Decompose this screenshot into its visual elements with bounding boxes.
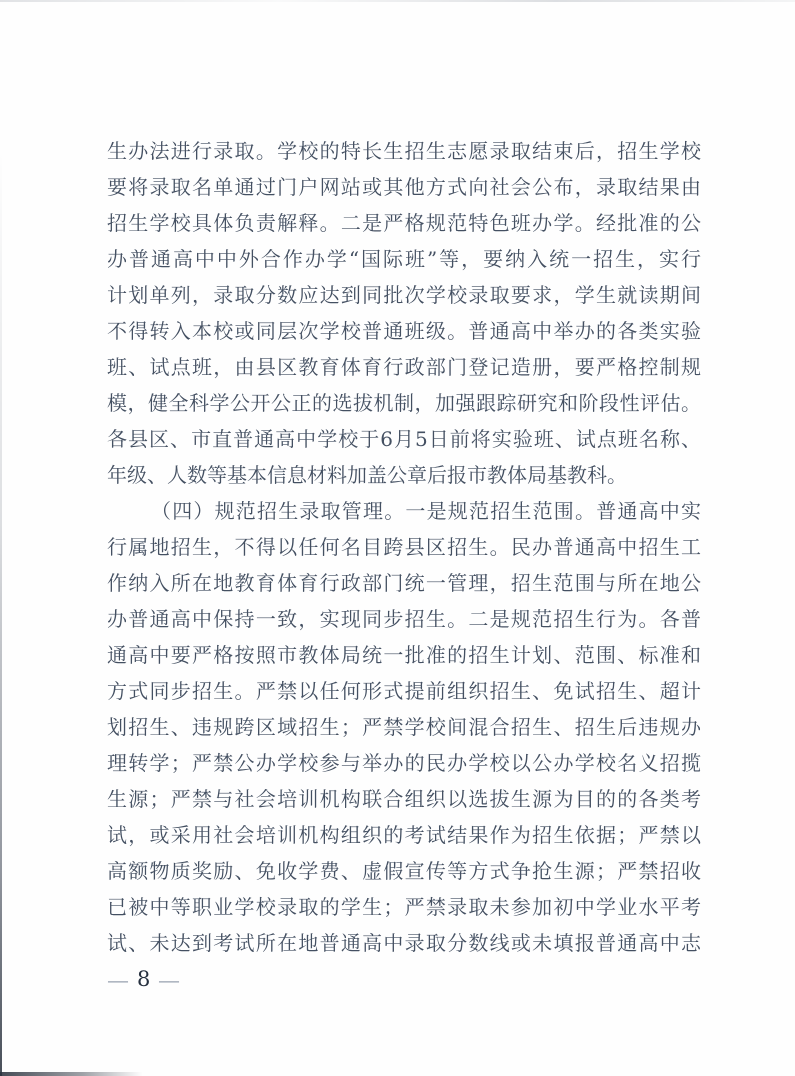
text-line: 模，健全科学公开公正的选拔机制，加强跟踪研究和阶段性评估。 — [107, 391, 701, 415]
text-line: 各县区、市直普通高中学校于6月5日前将实验班、试点班名称、 — [107, 427, 701, 451]
text-line: 划招生、违规跨区域招生；严禁学校间混合招生、招生后违规办 — [107, 715, 701, 739]
footer-dash-left: — — [107, 967, 129, 992]
footer-page-number: 8 — [137, 967, 151, 991]
text-line: 生办法进行录取。学校的特长生招生志愿录取结束后，招生学校 — [107, 139, 701, 163]
text-line: 通高中要严格按照市教体局统一批准的招生计划、范围、标准和 — [107, 643, 701, 667]
scan-artifact-bottom-edge — [0, 1072, 150, 1076]
page-footer — [108, 969, 179, 990]
scan-artifact-top-edge — [0, 0, 795, 2]
text-line: 试，或采用社会培训机构组织的考试结果作为招生依据；严禁以 — [107, 823, 701, 847]
text-line: 计划单列，录取分数应达到同批次学校录取要求，学生就读期间 — [107, 283, 701, 307]
document-body — [107, 133, 701, 961]
scan-artifact-left-edge — [0, 150, 2, 1076]
paragraph-section-4 — [107, 493, 701, 961]
text-line: 班、试点班，由县区教育体育行政部门登记造册，要严格控制规 — [107, 355, 701, 379]
text-line: 方式同步招生。严禁以任何形式提前组织招生、免试招生、超计 — [107, 679, 701, 703]
text-line: 已被中等职业学校录取的学生；严禁录取未参加初中学业水平考 — [107, 895, 701, 919]
text-line: 招生学校具体负责解释。二是严格规范特色班办学。经批准的公 — [107, 211, 701, 235]
text-line: 办普通高中中外合作办学“国际班”等，要纳入统一招生，实行 — [107, 247, 701, 271]
text-line: 试、未达到考试所在地普通高中录取分数线或未填报普通高中志 — [107, 931, 701, 955]
text-line: 要将录取名单通过门户网站或其他方式向社会公布，录取结果由 — [107, 175, 701, 199]
footer-dash-right: — — [158, 967, 181, 992]
text-line: 高额物质奖励、免收学费、虚假宣传等方式争抢生源；严禁招收 — [107, 859, 701, 883]
text-line: 生源；严禁与社会培训机构联合组织以选拔生源为目的的各类考 — [107, 787, 701, 811]
text-line: 作纳入所在地教育体育行政部门统一管理，招生范围与所在地公 — [107, 571, 701, 595]
text-line: 行属地招生，不得以任何名目跨县区招生。民办普通高中招生工 — [107, 535, 701, 559]
text-line: 不得转入本校或同层次学校普通班级。普通高中举办的各类实验 — [107, 319, 701, 343]
text-line: （四）规范招生录取管理。一是规范招生范围。普通高中实 — [151, 499, 701, 523]
paragraph-continuation — [107, 133, 701, 493]
text-line: 年级、人数等基本信息材料加盖公章后报市教体局基教科。 — [107, 463, 627, 487]
text-line: 办普通高中保持一致，实现同步招生。二是规范招生行为。各普 — [107, 607, 701, 631]
text-line: 理转学；严禁公办学校参与举办的民办学校以公办学校名义招揽 — [107, 751, 701, 775]
